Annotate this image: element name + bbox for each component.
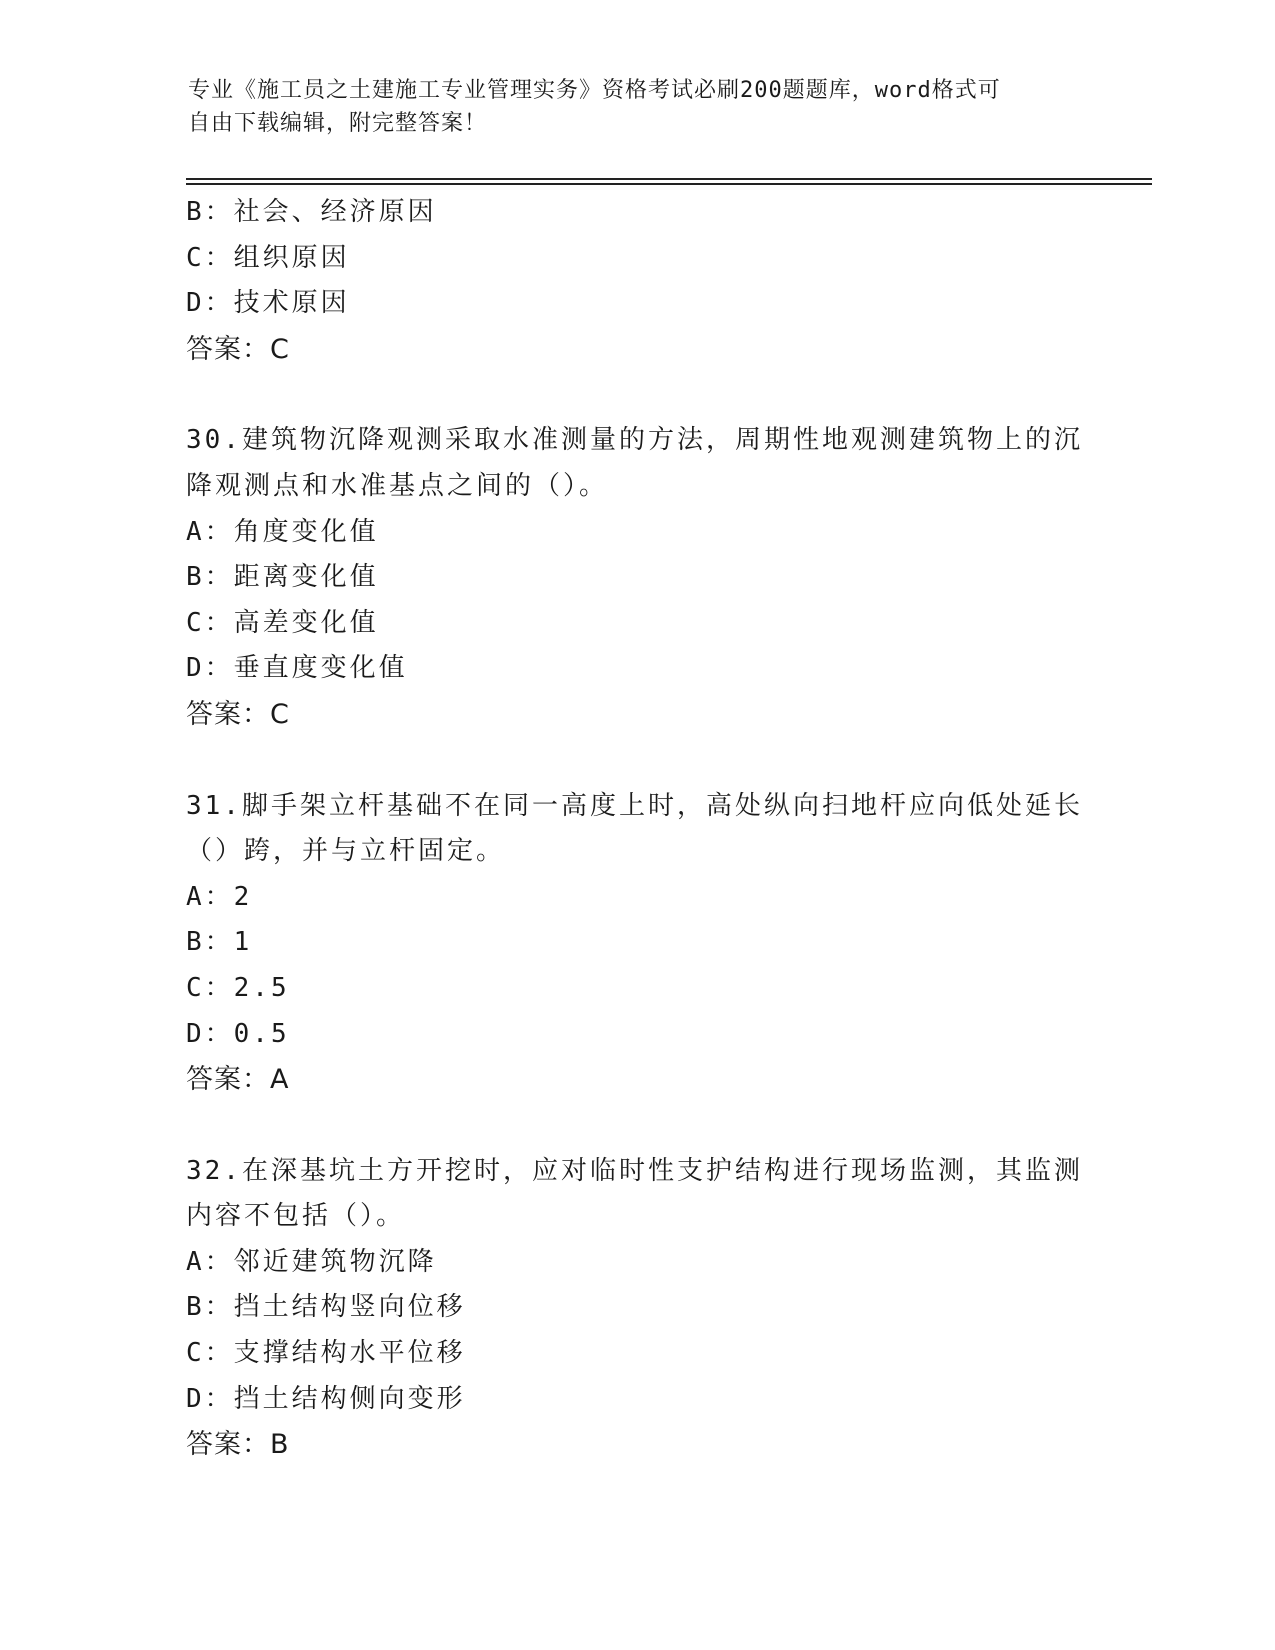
- answer-line: 答案：C: [186, 333, 290, 365]
- option-c: C：高差变化值: [186, 607, 379, 638]
- answer-line: 答案：B: [186, 1429, 290, 1461]
- spacer: [186, 738, 1086, 784]
- option-a: A：角度变化值: [186, 516, 379, 547]
- option-d: D：0.5: [186, 1018, 290, 1049]
- header-line-2: 自由下载编辑，附完整答案！: [188, 111, 488, 136]
- header-line-1: 专业《施工员之土建施工专业管理实务》资格考试必刷200题题库，word格式可: [188, 78, 1001, 103]
- header-divider-top: [186, 178, 1152, 180]
- option-b: B：社会、经济原因: [186, 197, 437, 227]
- option-a: A：邻近建筑物沉降: [186, 1246, 437, 1277]
- question-32: [186, 1149, 1086, 1468]
- option-c: C：组织原因: [186, 242, 350, 273]
- answer-line: 答案：C: [186, 698, 290, 730]
- question-stem-line-1: 32.在深基坑土方开挖时，应对临时性支护结构进行现场监测，其监测: [186, 1155, 1083, 1186]
- previous-question: [186, 190, 1086, 372]
- question-31: [186, 784, 1086, 1103]
- option-d: D：技术原因: [186, 288, 350, 319]
- option-c: C：支撑结构水平位移: [186, 1338, 466, 1369]
- option-d: D：垂直度变化值: [186, 653, 408, 684]
- option-c: C：2.5: [186, 972, 290, 1003]
- question-30: [186, 418, 1086, 737]
- document-body: [186, 190, 1086, 1468]
- spacer: [186, 372, 1086, 418]
- option-a: A：2: [186, 881, 253, 912]
- question-stem-line-1: 30.建筑物沉降观测采取水准测量的方法，周期性地观测建筑物上的沉: [186, 425, 1083, 456]
- question-stem-line-2: 内容不包括（）。: [186, 1201, 406, 1232]
- option-b: B：距离变化值: [186, 562, 379, 593]
- option-b: B：挡土结构竖向位移: [186, 1292, 466, 1323]
- spacer: [186, 1103, 1086, 1149]
- question-stem-line-2: （）跨，并与立杆固定。: [186, 836, 506, 867]
- document-header: [188, 74, 1068, 140]
- answer-line: 答案：A: [186, 1064, 290, 1096]
- header-divider-bottom: [186, 183, 1152, 185]
- option-d: D：挡土结构侧向变形: [186, 1383, 466, 1414]
- option-b: B：1: [186, 927, 253, 958]
- question-stem-line-1: 31.脚手架立杆基础不在同一高度上时，高处纵向扫地杆应向低处延长: [186, 790, 1083, 821]
- question-stem-line-2: 降观测点和水准基点之间的（）。: [186, 470, 609, 501]
